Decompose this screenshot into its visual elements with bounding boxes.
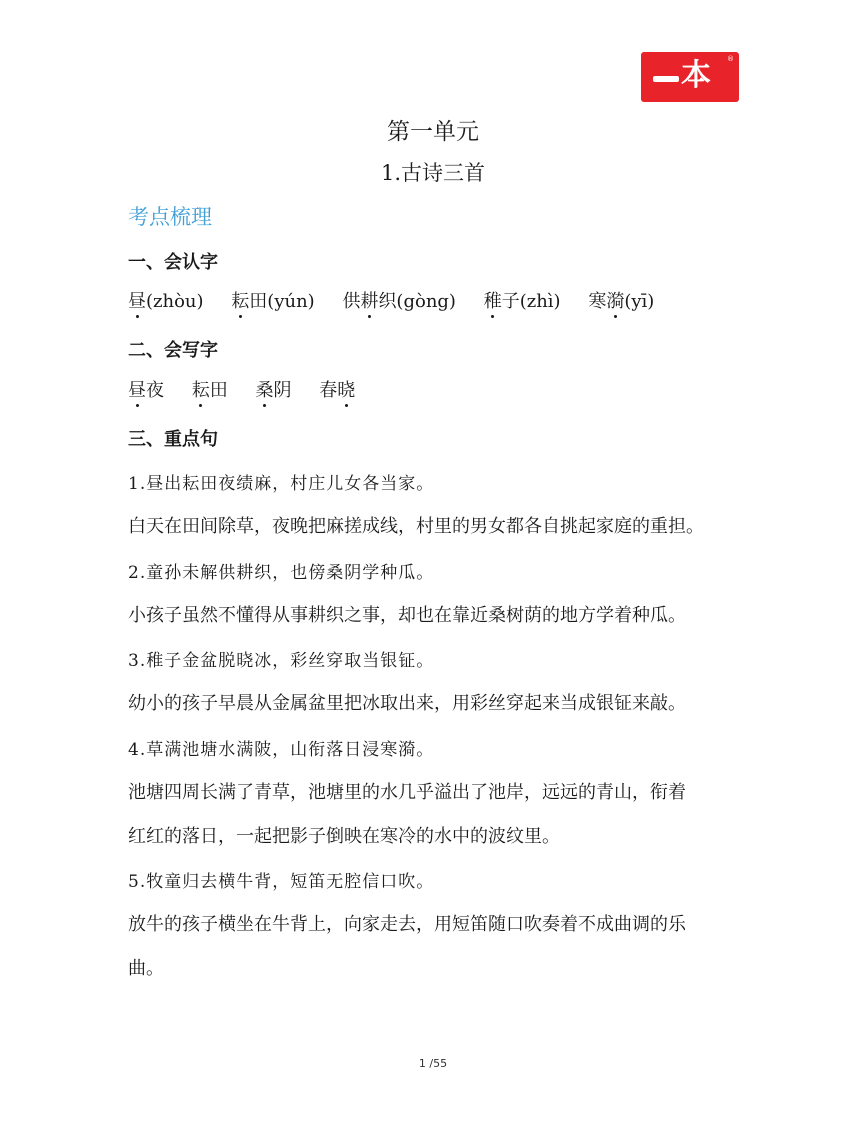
dotted-char: 漪 [606,287,624,313]
brand-logo [641,52,739,102]
write-item [128,380,164,401]
translation-4-line-1: 池塘四周长满了青草，池塘里的水几乎溢出了池岸，远远的青山，衔着 [128,782,686,803]
recognize-char-list [128,287,676,313]
section-title: 考点梳理 [128,205,212,229]
lesson-title: 1.古诗三首 [380,161,486,185]
translation-1: 白天在田间除草，夜晚把麻搓成线，村里的男女都各自挑起家庭的重担。 [128,516,704,537]
write-item [192,380,228,401]
char-rest: 夜 [146,380,164,401]
dotted-char: 昼 [128,376,146,402]
write-item [255,380,291,401]
recognize-item [484,291,561,312]
char-rest: 田(yún) [249,291,315,312]
dotted-char: 桑 [255,376,273,402]
poem-line-1: 1.昼出耘田夜绩麻，村庄儿女各当家。 [128,474,435,494]
dotted-char: 耘 [192,376,210,402]
dotted-char: 耕 [360,287,378,313]
char-rest: 田 [209,380,228,401]
char-rest: 阴 [273,380,292,401]
recognize-item [231,291,314,312]
dotted-char: 耘 [231,287,249,313]
poem-line-5: 5.牧童归去横牛背，短笛无腔信口吹。 [128,872,435,892]
recognize-item [588,291,654,312]
char-rest: (zhòu) [146,291,204,312]
char-pre: 供 [342,291,361,312]
dotted-char: 稚 [484,287,502,313]
heading-recognize-chars: 一、会认字 [128,252,218,273]
poem-line-2: 2.童孙未解供耕织，也傍桑阴学种瓜。 [128,563,435,583]
char-pre: 寒 [588,291,607,312]
recognize-item [128,291,204,312]
logo-text: 本 [681,58,711,93]
dotted-char: 晓 [337,376,355,402]
recognize-item [342,291,456,312]
logo-dash [653,76,679,82]
poem-line-3: 3.稚子金盆脱晓冰，彩丝穿取当银钲。 [128,651,435,671]
translation-4-line-2: 红红的落日，一起把影子倒映在寒冷的水中的波纹里。 [128,826,560,847]
heading-key-sentences: 三、重点句 [128,429,218,450]
unit-title: 第一单元 [387,119,479,145]
translation-5-line-1: 放牛的孩子横坐在牛背上，向家走去，用短笛随口吹奏着不成曲调的乐 [128,914,686,935]
char-rest: (yī) [624,291,655,312]
heading-write-chars: 二、会写字 [128,340,218,361]
translation-3: 幼小的孩子早晨从金属盆里把冰取出来，用彩丝穿起来当成银钲来敲。 [128,693,686,714]
char-pre: 春 [319,380,338,401]
translation-5-line-2: 曲。 [128,958,164,979]
translation-2: 小孩子虽然不懂得从事耕织之事，却也在靠近桑树荫的地方学着种瓜。 [128,605,686,626]
page-number: 1 /55 [418,1057,448,1070]
logo-reg-mark: ® [727,55,734,63]
poem-line-4: 4.草满池塘水满陂，山衔落日浸寒漪。 [128,740,435,760]
write-item [319,380,355,401]
char-rest: 子(zhì) [501,291,561,312]
dotted-char: 昼 [128,287,146,313]
char-rest: 织(gòng) [378,291,456,312]
write-char-list [128,376,377,402]
